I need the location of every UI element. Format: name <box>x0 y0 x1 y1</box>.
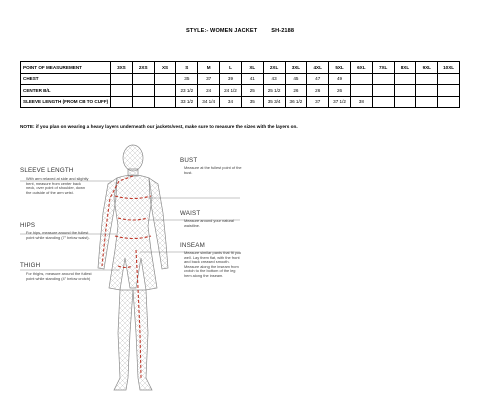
value-cell: 35 <box>241 96 263 108</box>
waist-text: Measure around your natural waistline. <box>184 218 234 228</box>
layering-note: NOTE: if you plan on wearing a heavy layers underneath our jackets/vest, make sure to measure the sizes with the layers on. <box>20 124 298 129</box>
bust-annotation <box>180 157 242 175</box>
value-cell <box>438 85 460 97</box>
size-header-cell: 3XS <box>111 62 133 74</box>
value-cell: 37 1/2 <box>329 96 351 108</box>
size-header-cell: 8XL <box>394 62 416 74</box>
bust-heading: BUST <box>180 157 198 164</box>
value-cell: 39 <box>220 73 242 85</box>
size-header-cell: 5XL <box>329 62 351 74</box>
inseam-heading: INSEAM <box>180 242 205 249</box>
inseam-annotation <box>180 242 244 279</box>
value-cell <box>438 96 460 108</box>
sleeve-length-annotation <box>20 167 90 195</box>
value-cell <box>132 85 154 97</box>
sleeve-length-heading: SLEEVE LENGTH <box>20 167 74 174</box>
waist-annotation <box>180 210 242 228</box>
table-row <box>21 85 460 97</box>
size-chart-table <box>20 61 460 108</box>
bust-text: Measure at the fullest point of the bust. <box>184 165 242 175</box>
value-cell: 43 <box>263 73 285 85</box>
value-cell <box>394 85 416 97</box>
size-header-cell: XS <box>154 62 176 74</box>
value-cell <box>154 85 176 97</box>
thigh-text: For thighs, measure around the fullest point while standing (4" below crotch) <box>26 271 92 281</box>
style-code: SH-2188 <box>271 28 295 34</box>
hips-heading: HIPS <box>20 222 36 229</box>
value-cell: 49 <box>329 73 351 85</box>
row-label-cell: CENTER B/L <box>21 85 111 97</box>
value-cell <box>394 73 416 85</box>
sleeve-length-text: With arm relaxed at side and slightly bent, measure from center back neck, over point of shoulder, down the outside of the arm wrist. <box>26 176 89 195</box>
style-name: STYLE:- WOMEN JACKET <box>185 28 258 34</box>
value-cell: 37 <box>198 73 220 85</box>
size-header-cell: 7XL <box>372 62 394 74</box>
value-cell: 47 <box>307 73 329 85</box>
female-figure <box>98 145 168 390</box>
table-row <box>21 96 460 108</box>
value-cell: 24 1/2 <box>220 85 242 97</box>
value-cell: 26 <box>329 85 351 97</box>
value-cell <box>372 85 394 97</box>
size-header-cell: 2XS <box>132 62 154 74</box>
value-cell <box>416 96 438 108</box>
value-cell <box>132 73 154 85</box>
value-cell <box>372 73 394 85</box>
thigh-annotation <box>20 262 92 281</box>
value-cell: 25 1/2 <box>263 85 285 97</box>
value-cell <box>372 96 394 108</box>
size-header-cell: S <box>176 62 198 74</box>
size-header-cell: 4XL <box>307 62 329 74</box>
size-header-cell: 9XL <box>416 62 438 74</box>
value-cell <box>394 96 416 108</box>
value-cell <box>154 73 176 85</box>
value-cell: 24 <box>198 85 220 97</box>
size-header-cell: 6XL <box>350 62 372 74</box>
value-cell: 33 1/2 <box>176 96 198 108</box>
value-cell <box>416 85 438 97</box>
value-cell <box>111 96 133 108</box>
value-cell <box>154 96 176 108</box>
hips-text: For hips, measure around the fullest point while standing (7" below waist). <box>26 230 90 240</box>
size-header-cell: 10XL <box>438 62 460 74</box>
value-cell: 26 <box>285 85 307 97</box>
value-cell <box>111 85 133 97</box>
header-label-cell: POINT OF MEASUREMENT <box>21 62 111 74</box>
hips-annotation <box>20 222 90 240</box>
value-cell <box>350 85 372 97</box>
value-cell: 45 <box>285 73 307 85</box>
value-cell: 34 1/4 <box>198 96 220 108</box>
value-cell: 37 <box>307 96 329 108</box>
thigh-heading: THIGH <box>20 262 41 269</box>
value-cell: 41 <box>241 73 263 85</box>
value-cell: 25 <box>241 85 263 97</box>
size-header-cell: L <box>220 62 242 74</box>
size-header-cell: M <box>198 62 220 74</box>
value-cell: 36 1/2 <box>285 96 307 108</box>
value-cell <box>350 73 372 85</box>
value-cell: 35 <box>176 73 198 85</box>
table-header-row <box>21 62 460 74</box>
value-cell <box>438 73 460 85</box>
inseam-text: Measure similar pants that fit you well. Lay them flat, with the front and back creased smooth. Measure along the inseam from crotch to the bottom of the leg hem along the inseam. <box>184 250 242 278</box>
value-cell <box>416 73 438 85</box>
value-cell <box>132 96 154 108</box>
value-cell: 26 <box>307 85 329 97</box>
size-header-cell: 2XL <box>263 62 285 74</box>
value-cell: 35 3/4 <box>263 96 285 108</box>
document-title <box>0 28 480 34</box>
value-cell: 34 <box>220 96 242 108</box>
size-header-cell: XL <box>241 62 263 74</box>
waist-heading: WAIST <box>180 210 201 217</box>
table-row <box>21 73 460 85</box>
measurement-diagram <box>20 138 260 400</box>
value-cell: 38 <box>350 96 372 108</box>
value-cell: 23 1/2 <box>176 85 198 97</box>
row-label-cell: CHEST <box>21 73 111 85</box>
value-cell <box>111 73 133 85</box>
row-label-cell: SLEEVE LENGTH (FROM CB TO CUFF) <box>21 96 111 108</box>
size-header-cell: 3XL <box>285 62 307 74</box>
